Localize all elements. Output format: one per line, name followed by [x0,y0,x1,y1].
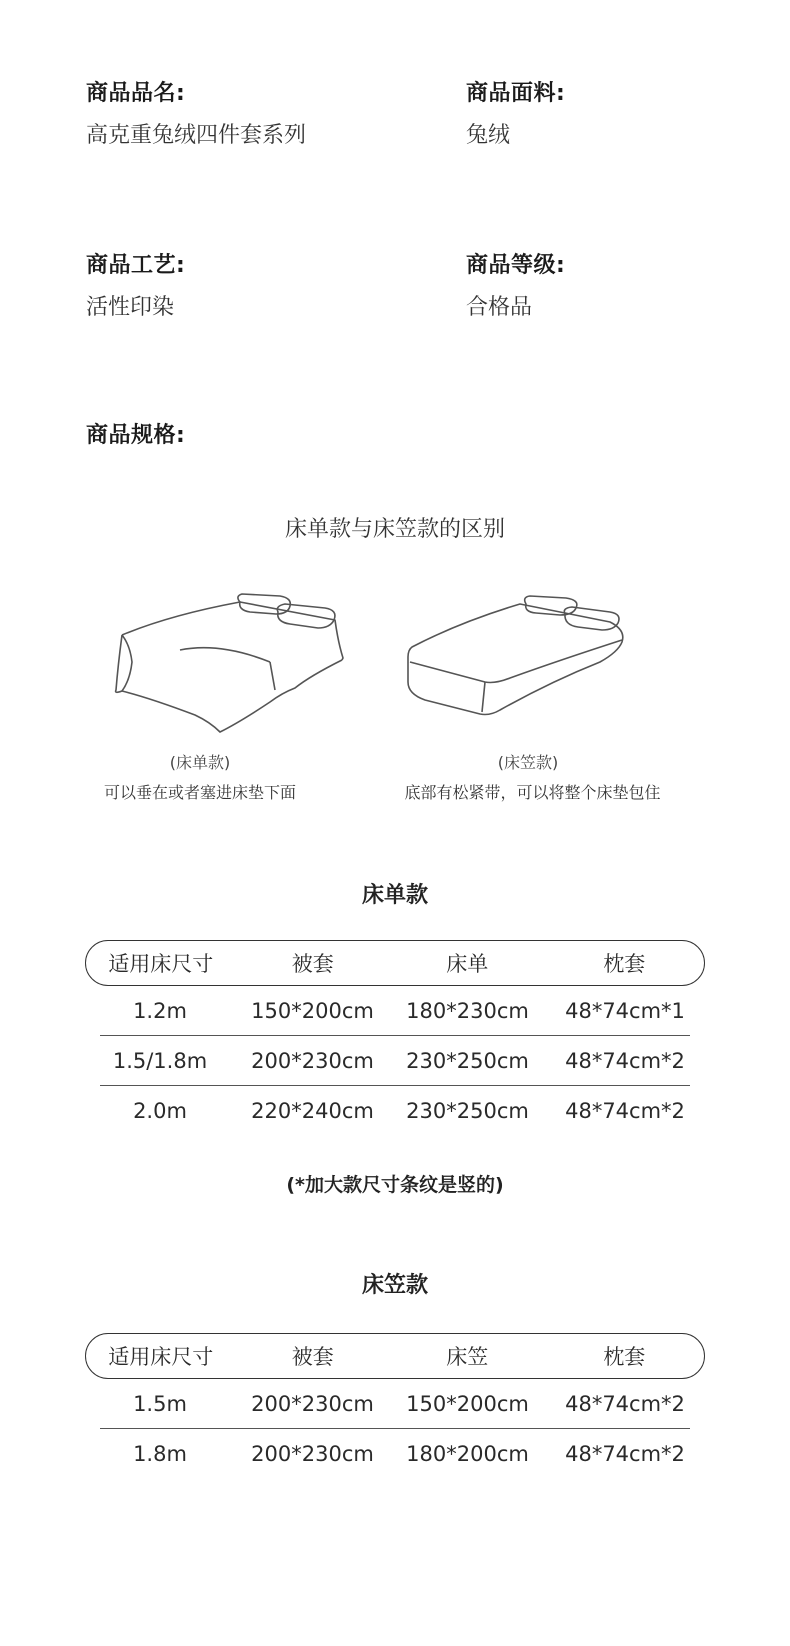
table-header [85,940,705,986]
table-cell: 1.2m [133,999,187,1023]
fitted-description: 底部有松紧带，可以将整个床垫包住 [404,783,661,802]
sheet-description: 可以垂在或者塞进床垫下面 [103,783,296,802]
sheet-caption: (床单款) [169,753,231,772]
fitted-table-title: 床笠款 [361,1273,428,1298]
table-row [85,1086,705,1136]
table-cell: 1.8m [133,1442,187,1466]
product-grade-value: 合格品 [466,295,533,320]
table-cell: 180*200cm [406,1442,529,1466]
product-craft-value: 活性印染 [86,295,175,320]
product-fabric-value: 兔绒 [466,123,511,148]
table-cell: 2.0m [133,1099,187,1123]
table-cell: 48*74cm*2 [565,1392,685,1416]
sheet-table-title: 床单款 [361,883,428,908]
table-header [85,1333,705,1379]
table-cell: 48*74cm*2 [565,1049,685,1073]
table-cell: 230*250cm [406,1099,529,1123]
flat-sheet-bed-illustration [110,590,350,735]
table-cell: 1.5/1.8m [112,1049,208,1073]
header-cell: 适用床尺寸 [108,952,214,976]
table-row [85,1379,705,1429]
table-cell: 230*250cm [406,1049,529,1073]
table-cell: 1.5m [133,1392,187,1416]
table-cell: 200*230cm [251,1442,374,1466]
header-cell: 被套 [291,952,334,976]
product-name-value: 高克重兔绒四件套系列 [86,123,307,148]
table-row [85,1429,705,1479]
compare-title: 床单款与床笠款的区别 [284,517,505,542]
table-cell: 150*200cm [251,999,374,1023]
table-row [85,986,705,1036]
header-cell: 适用床尺寸 [108,1345,214,1369]
table-row [85,1036,705,1086]
oversize-note: (*加大款尺寸条纹是竖的) [286,1174,504,1196]
header-cell: 床单 [446,952,489,976]
fitted-sheet-bed-illustration [400,592,630,722]
header-cell: 枕套 [603,952,646,976]
fitted-caption: (床笠款) [497,753,559,772]
table-cell: 48*74cm*2 [565,1442,685,1466]
product-spec-label: 商品规格: [86,423,186,448]
product-craft-label: 商品工艺: [86,253,186,278]
header-cell: 被套 [291,1345,334,1369]
product-grade-label: 商品等级: [466,253,566,278]
table-cell: 200*230cm [251,1049,374,1073]
table-cell: 220*240cm [251,1099,374,1123]
fitted-size-table [85,1333,705,1479]
product-name-label: 商品品名: [86,81,186,106]
table-cell: 48*74cm*1 [565,999,685,1023]
sheet-size-table [85,940,705,1136]
product-fabric-label: 商品面料: [466,81,566,106]
header-cell: 床笠 [446,1345,489,1369]
table-cell: 180*230cm [406,999,529,1023]
header-cell: 枕套 [603,1345,646,1369]
table-cell: 48*74cm*2 [565,1099,685,1123]
table-cell: 150*200cm [406,1392,529,1416]
table-cell: 200*230cm [251,1392,374,1416]
